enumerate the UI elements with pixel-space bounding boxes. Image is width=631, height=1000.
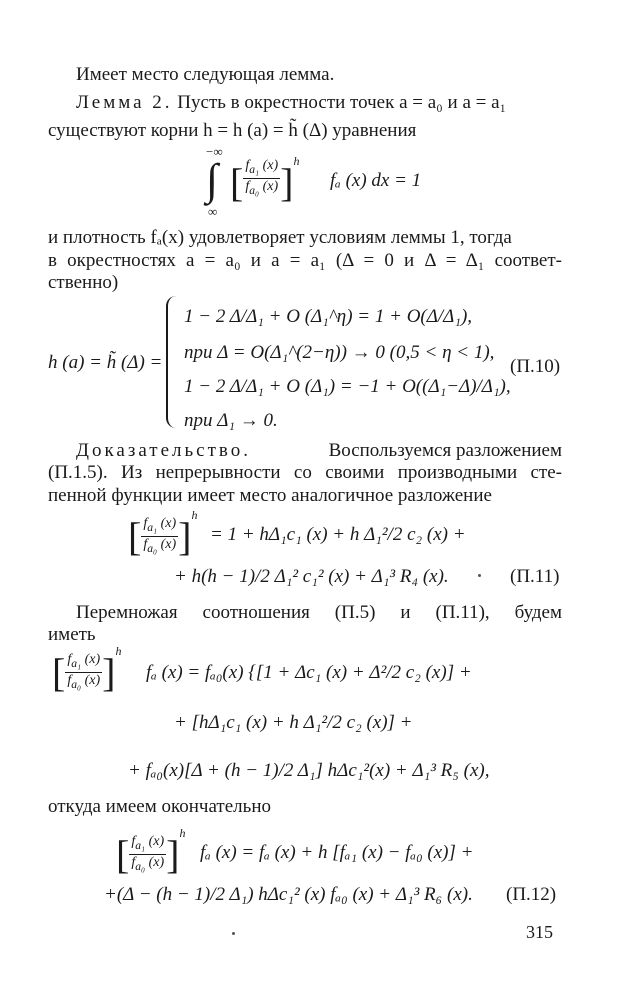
m-line-a: fₐ (x) = fₐ₀(x) {[1 + Δc₁ (x) + Δ²/2 c₂ (x)] +: [146, 662, 472, 683]
p12-line-b: +(Δ − (h − 1)/2 Δ₁) hΔc₁² (x) fₐ₀ (x) + Δ₁³ R₆ (x).: [104, 884, 473, 905]
lemma-text: Пусть в окрестности точек a = a₀ и a = a₁: [177, 92, 507, 113]
lemma-2-line: [76, 92, 506, 114]
text-line-3: существуют корни h = h (a) = h̃ (Δ) уравнения: [48, 120, 417, 141]
p11-line-b: + h(h − 1)/2 Δ₁² c₁² (x) + Δ₁³ R₄ (x).: [174, 566, 449, 587]
lemma-heading: Лемма 2.: [76, 92, 173, 113]
speck-mark-bottom: [232, 932, 235, 935]
p10-case-2: при Δ = O(Δ₁^(2−η)) → 0 (0,5 < η < 1),: [184, 342, 495, 363]
text-line-10: Перемножая соотношения (П.5) и (П.11), будем: [76, 602, 562, 623]
proof-line: [76, 440, 562, 462]
text-line-9: пенной функции имеет место аналогичное разложение: [48, 485, 492, 506]
text-line-6: ственно): [48, 272, 119, 293]
p10-case-3: 1 − 2 Δ/Δ₁ + O (Δ₁) = −1 + O((Δ₁−Δ)/Δ₁),: [184, 376, 511, 397]
m-line-c: + fₐ₀(x)[Δ + (h − 1)/2 Δ₁] hΔc₁²(x) + Δ₁³ R₅ (x),: [128, 760, 490, 781]
p11-number: (П.11): [510, 566, 560, 587]
speck-mark: [478, 574, 481, 577]
m-line-b: + [hΔ₁c₁ (x) + h Δ₁²/2 c₂ (x)] +: [174, 712, 413, 733]
page-number: 315: [526, 922, 553, 942]
p12-number: (П.12): [506, 884, 557, 905]
text-line-5: в окрестностях a = a₀ и a = a₁ (Δ = 0 и Δ = Δ₁ соответ-: [48, 250, 562, 271]
integral-bracket-frac: [ $\frac{f_{a_1} (x)}{f_{a_0} (x)}$ ]$^h$: [230, 154, 300, 206]
integral-upper-limit: −∞: [206, 144, 223, 159]
p10-brace: [166, 296, 178, 428]
proof-text: Воспользуемся разложением: [328, 440, 562, 461]
text-line-11: иметь: [48, 624, 96, 645]
text-line-12: откуда имеем окончательно: [48, 796, 271, 817]
p10-case-4: при Δ₁ → 0.: [184, 410, 278, 431]
integral-lower-limit: ∞: [208, 204, 218, 219]
text-line-4: и плотность fₐ(x) удовлетворяет условиям леммы 1, тогда: [48, 227, 512, 248]
proof-heading: Доказательство.: [76, 440, 251, 461]
p11-line-a: = 1 + hΔ₁c₁ (x) + h Δ₁²/2 c₂ (x) +: [210, 524, 466, 545]
text-line-8: (П.1.5). Из непрерывности со своими производными сте-: [48, 462, 562, 483]
p10-lhs: h (a) = h̃ (Δ) =: [48, 352, 163, 373]
p12-line-a: fₐ (x) = fₐ (x) + h [fₐ₁ (x) − fₐ₀ (x)] +: [200, 842, 474, 863]
integral-rhs: fₐ (x) dx = 1: [330, 170, 422, 191]
m-bracket: [ $\frac{f_{a_1} (x)}{f_{a_0} (x)}$ ]$^h$: [52, 644, 122, 696]
integral-sign: ∫: [206, 155, 219, 204]
p11-bracket: [ $\frac{f_{a_1} (x)}{f_{a_0} (x)}$ ]$^h$: [128, 508, 198, 560]
p10-case-1: 1 − 2 Δ/Δ₁ + O (Δ₁^η) = 1 + O(Δ/Δ₁),: [184, 306, 473, 327]
text-line-1: Имеет место следующая лемма.: [76, 64, 335, 85]
p12-bracket: [ $\frac{f_{a_1} (x)}{f_{a_0} (x)}$ ]$^h$: [116, 826, 186, 878]
p10-number: (П.10): [510, 356, 561, 377]
